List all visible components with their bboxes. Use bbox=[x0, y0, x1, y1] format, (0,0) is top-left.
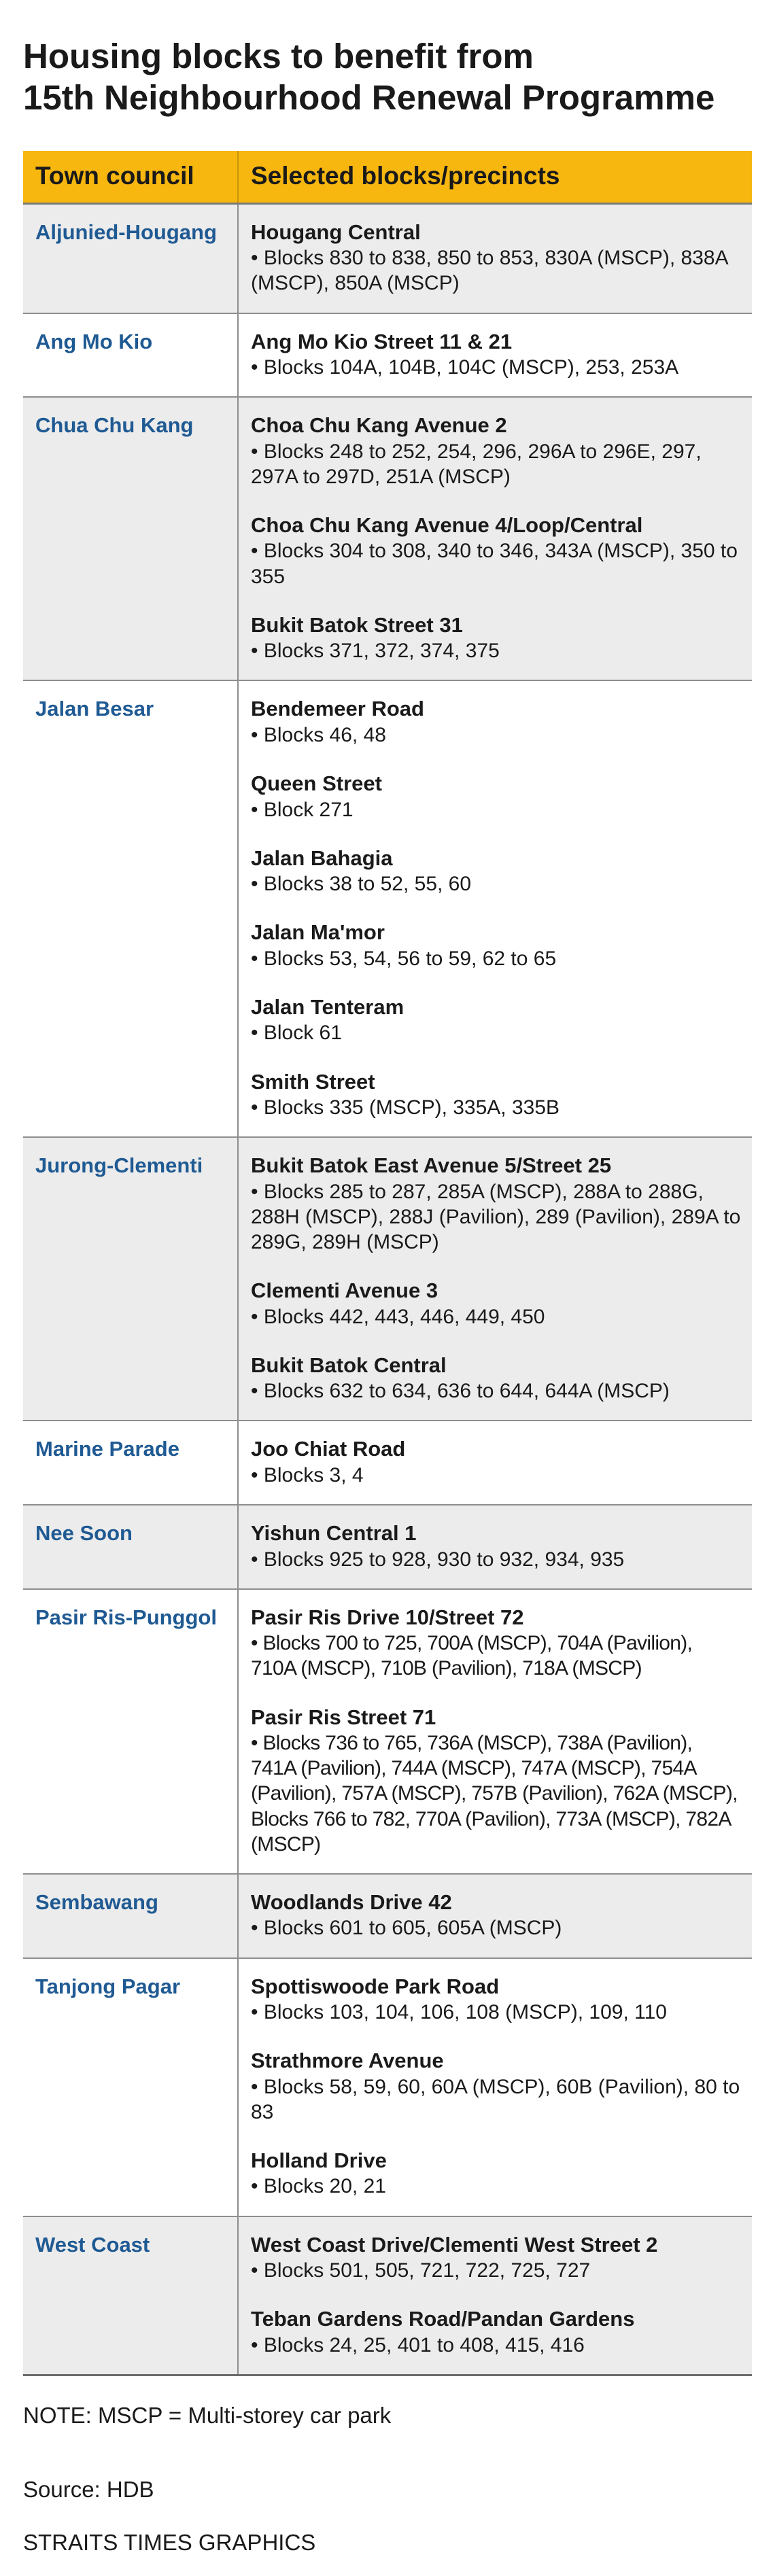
block-numbers: • Blocks 58, 59, 60, 60A (MSCP), 60B (Pavilion), 80 to 83 bbox=[251, 2075, 740, 2123]
column-header-selected-blocks: Selected blocks/precincts bbox=[238, 151, 752, 203]
precinct-name: Queen Street bbox=[251, 771, 382, 796]
column-header-town-council: Town council bbox=[23, 151, 238, 203]
block-numbers: • Blocks 285 to 287, 285A (MSCP), 288A to 288G, 288H (MSCP), 288J (Pavilion), 289 (Pavilion), 289A to 289G, 289H (MSCP) bbox=[251, 1180, 741, 1254]
precinct-list bbox=[238, 680, 752, 1137]
town-council-name: Marine Parade bbox=[23, 1421, 238, 1505]
footnote: NOTE: MSCP = Multi-storey car park bbox=[23, 2402, 392, 2428]
precinct-entry bbox=[251, 771, 741, 822]
precinct-name: Choa Chu Kang Avenue 4/Loop/Central bbox=[251, 513, 643, 538]
block-numbers: • Block 271 bbox=[251, 798, 354, 821]
block-numbers: • Blocks 700 to 725, 700A (MSCP), 704A (Pavilion), 710A (MSCP), 710B (Pavilion), 718A (MSCP) bbox=[251, 1632, 693, 1680]
town-council-name: Jalan Besar bbox=[23, 680, 238, 1137]
town-council-name: Sembawang bbox=[23, 1874, 238, 1958]
precinct-entry bbox=[251, 2148, 741, 2199]
precinct-name: Bukit Batok Central bbox=[251, 1353, 447, 1377]
precinct-entry bbox=[251, 2232, 741, 2284]
precinct-entry bbox=[251, 329, 741, 381]
precinct-entry bbox=[251, 920, 741, 971]
precinct-name: Clementi Avenue 3 bbox=[251, 1278, 438, 1303]
town-council-name: Nee Soon bbox=[23, 1505, 238, 1589]
table-header-row bbox=[23, 151, 752, 203]
precinct-name: Jalan Ma'mor bbox=[251, 920, 385, 945]
precinct-name: Bendemeer Road bbox=[251, 697, 424, 721]
block-numbers: • Blocks 103, 104, 106, 108 (MSCP), 109, 110 bbox=[251, 2000, 667, 2023]
block-numbers: • Blocks 830 to 838, 850 to 853, 830A (MSCP), 838A (MSCP), 850A (MSCP) bbox=[251, 247, 727, 295]
table-header bbox=[23, 151, 752, 203]
precinct-entry bbox=[251, 1605, 741, 1682]
precinct-name: Ang Mo Kio Street 11 & 21 bbox=[251, 329, 513, 353]
precinct-entry bbox=[251, 1520, 741, 1572]
precinct-name: Bukit Batok East Avenue 5/Street 25 bbox=[251, 1153, 612, 1178]
block-numbers: • Blocks 736 to 765, 736A (MSCP), 738A (Pavilion), 741A (Pavilion), 744A (MSCP), 747A (MSCP), 754A (Pavilion), 757A (MSCP), 757B (Pavilion), 762A (MSCP), Blocks 766 to 782, 770A (Pavilion), 773A (MSCP), 782A (MSCP) bbox=[251, 1731, 738, 1856]
precinct-name: Smith Street bbox=[251, 1069, 375, 1094]
infographic bbox=[23, 0, 752, 2556]
table-row bbox=[23, 680, 752, 1137]
town-council-name: West Coast bbox=[23, 2216, 238, 2375]
block-numbers: • Blocks 335 (MSCP), 335A, 335B bbox=[251, 1096, 560, 1119]
precinct-list bbox=[238, 397, 752, 680]
table-row bbox=[23, 1874, 752, 1958]
precinct-name: Strathmore Avenue bbox=[251, 2049, 444, 2073]
precinct-name: Pasir Ris Drive 10/Street 72 bbox=[251, 1605, 524, 1629]
block-numbers: • Blocks 632 to 634, 636 to 644, 644A (MSCP) bbox=[251, 1380, 670, 1403]
block-numbers: • Blocks 442, 443, 446, 449, 450 bbox=[251, 1305, 545, 1328]
table-row bbox=[23, 1505, 752, 1589]
town-council-name: Aljunied-Hougang bbox=[23, 203, 238, 313]
table-body bbox=[23, 203, 752, 2375]
town-council-name: Chua Chu Kang bbox=[23, 397, 238, 680]
precinct-name: Woodlands Drive 42 bbox=[251, 1890, 452, 1914]
precinct-list bbox=[238, 1137, 752, 1421]
title-line-2: 15th Neighbourhood Renewal Programme bbox=[23, 78, 715, 118]
graphics-credit: STRAITS TIMES GRAPHICS bbox=[23, 2530, 316, 2556]
block-numbers: • Blocks 24, 25, 401 to 408, 415, 416 bbox=[251, 2333, 585, 2356]
town-council-name: Ang Mo Kio bbox=[23, 313, 238, 398]
block-numbers: • Blocks 925 to 928, 930 to 932, 934, 935 bbox=[251, 1548, 625, 1571]
precinct-entry bbox=[251, 696, 741, 748]
title-line-1: Housing blocks to benefit from bbox=[23, 37, 534, 75]
precinct-entry bbox=[251, 1353, 741, 1404]
block-numbers: • Block 61 bbox=[251, 1022, 342, 1045]
precinct-entry bbox=[251, 1890, 741, 1941]
precinct-name: Holland Drive bbox=[251, 2148, 387, 2172]
block-numbers: • Blocks 3, 4 bbox=[251, 1463, 364, 1486]
precinct-list bbox=[238, 1505, 752, 1589]
precinct-list bbox=[238, 1958, 752, 2216]
table-row bbox=[23, 1589, 752, 1874]
table-row bbox=[23, 1137, 752, 1421]
table-row bbox=[23, 1958, 752, 2216]
precinct-name: Jalan Bahagia bbox=[251, 846, 393, 870]
table-row bbox=[23, 313, 752, 398]
block-numbers: • Blocks 46, 48 bbox=[251, 723, 386, 746]
town-council-name: Tanjong Pagar bbox=[23, 1958, 238, 2216]
precinct-entry bbox=[251, 413, 741, 489]
precinct-list bbox=[238, 203, 752, 313]
table-row bbox=[23, 2216, 752, 2375]
block-numbers: • Blocks 304 to 308, 340 to 346, 343A (MSCP), 350 to 355 bbox=[251, 540, 738, 588]
precinct-list bbox=[238, 1589, 752, 1874]
town-council-name: Pasir Ris-Punggol bbox=[23, 1589, 238, 1874]
precinct-name: Bukit Batok Street 31 bbox=[251, 612, 463, 637]
precinct-entry bbox=[251, 2048, 741, 2125]
precinct-entry bbox=[251, 846, 741, 897]
precinct-name: Choa Chu Kang Avenue 2 bbox=[251, 413, 507, 438]
block-numbers: • Blocks 501, 505, 721, 722, 725, 727 bbox=[251, 2259, 591, 2282]
precinct-entry bbox=[251, 1705, 741, 1857]
precinct-name: Jalan Tenteram bbox=[251, 994, 404, 1019]
precinct-name: Yishun Central 1 bbox=[251, 1521, 417, 1546]
precinct-entry bbox=[251, 512, 741, 589]
table-row bbox=[23, 397, 752, 680]
block-numbers: • Blocks 53, 54, 56 to 59, 62 to 65 bbox=[251, 947, 557, 970]
block-numbers: • Blocks 601 to 605, 605A (MSCP) bbox=[251, 1917, 562, 1940]
precinct-entry bbox=[251, 1278, 741, 1329]
precinct-entry bbox=[251, 1069, 741, 1121]
table-row bbox=[23, 203, 752, 313]
precinct-entry bbox=[251, 1436, 741, 1488]
precinct-entry bbox=[251, 2306, 741, 2358]
renewal-blocks-table bbox=[23, 151, 752, 2375]
precinct-entry bbox=[251, 220, 741, 296]
precinct-name: Hougang Central bbox=[251, 220, 421, 244]
table-row bbox=[23, 1421, 752, 1505]
precinct-name: Teban Gardens Road/Pandan Gardens bbox=[251, 2307, 635, 2331]
precinct-name: Joo Chiat Road bbox=[251, 1437, 406, 1461]
page-title bbox=[23, 35, 752, 118]
precinct-list bbox=[238, 1421, 752, 1505]
precinct-list bbox=[238, 1874, 752, 1958]
precinct-name: Spottiswoode Park Road bbox=[251, 1974, 500, 1998]
precinct-entry bbox=[251, 1153, 741, 1255]
block-numbers: • Blocks 248 to 252, 254, 296, 296A to 296E, 297, 297A to 297D, 251A (MSCP) bbox=[251, 440, 702, 488]
block-numbers: • Blocks 104A, 104B, 104C (MSCP), 253, 253A bbox=[251, 356, 679, 379]
precinct-list bbox=[238, 2216, 752, 2375]
precinct-list bbox=[238, 313, 752, 398]
precinct-entry bbox=[251, 1974, 741, 2025]
town-council-name: Jurong-Clementi bbox=[23, 1137, 238, 1421]
precinct-entry bbox=[251, 612, 741, 664]
block-numbers: • Blocks 371, 372, 374, 375 bbox=[251, 640, 500, 663]
precinct-name: Pasir Ris Street 71 bbox=[251, 1705, 436, 1729]
precinct-name: West Coast Drive/Clementi West Street 2 bbox=[251, 2232, 658, 2257]
precinct-entry bbox=[251, 994, 741, 1046]
block-numbers: • Blocks 20, 21 bbox=[251, 2175, 386, 2198]
source-credit: Source: HDB bbox=[23, 2477, 154, 2503]
block-numbers: • Blocks 38 to 52, 55, 60 bbox=[251, 873, 472, 896]
